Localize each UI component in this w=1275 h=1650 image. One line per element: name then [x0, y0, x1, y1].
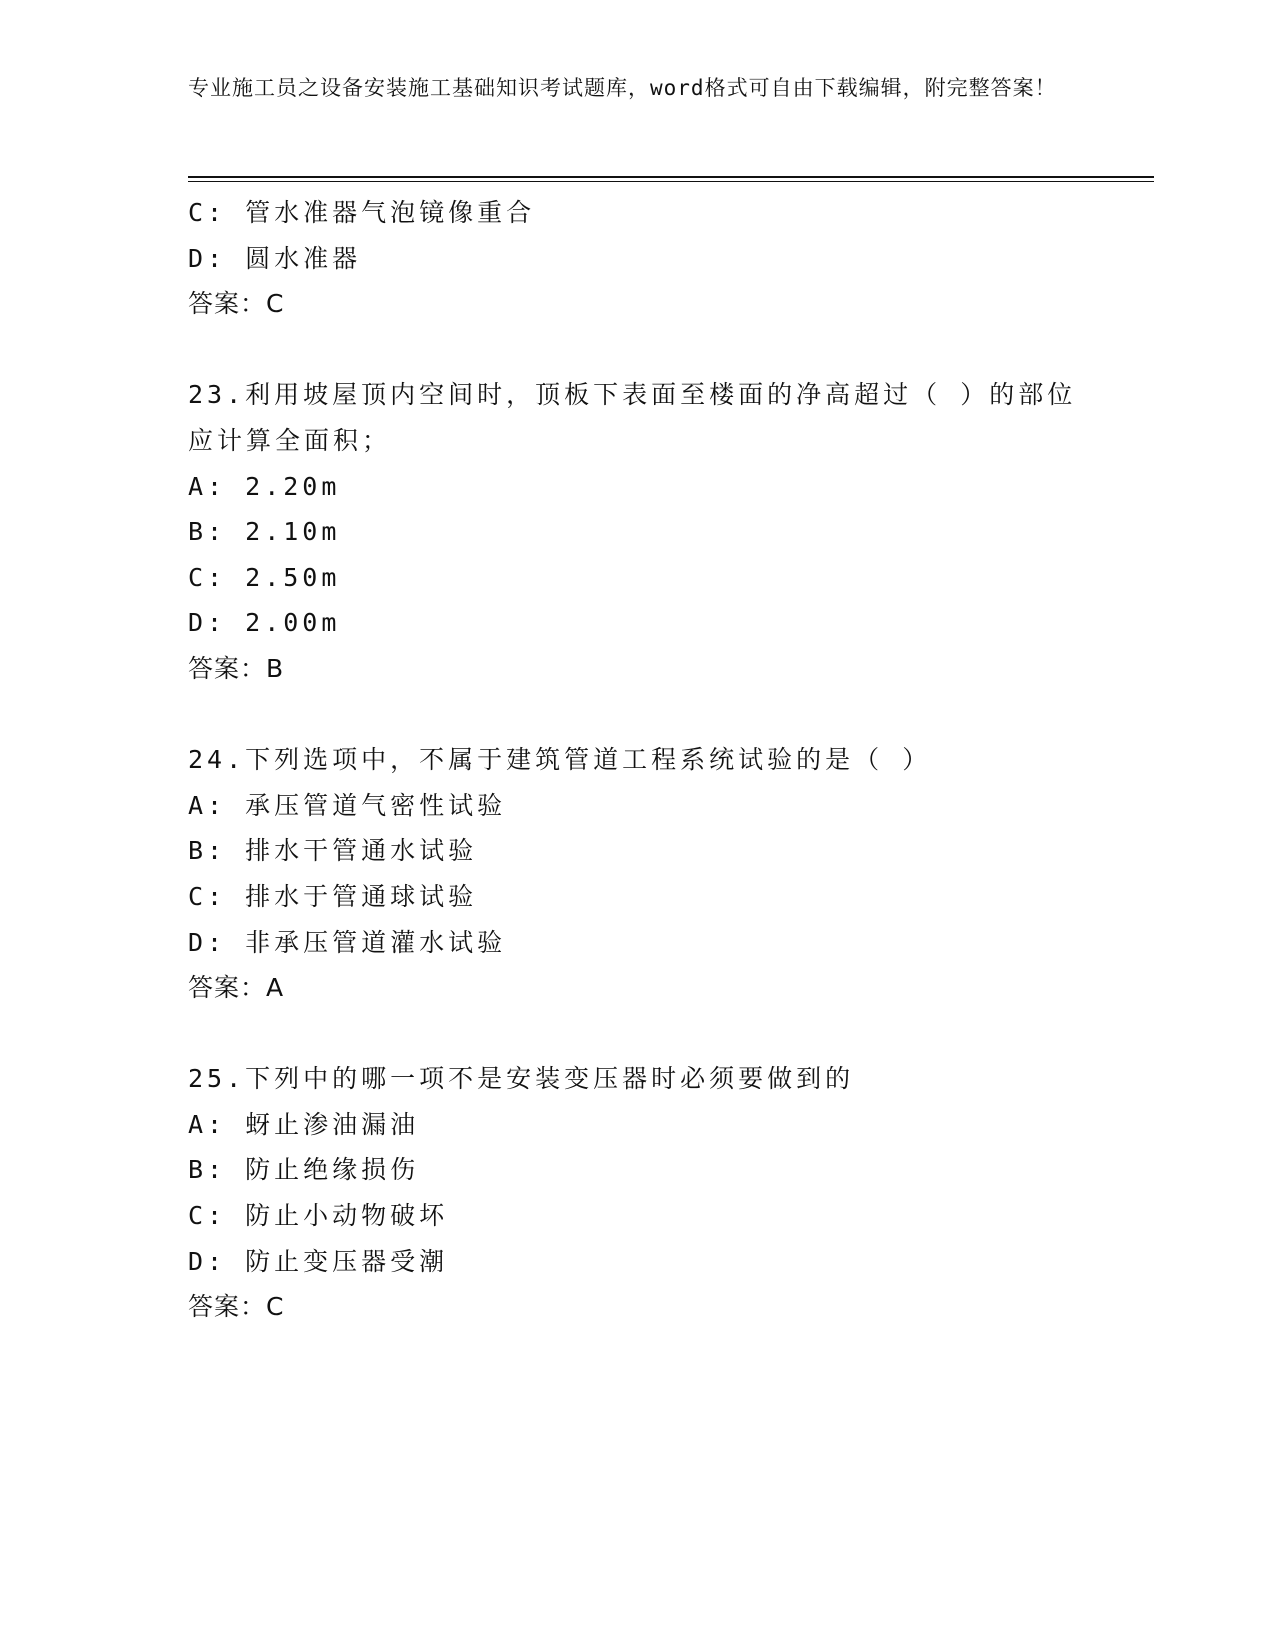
option-d: D: 非承压管道灌水试验: [188, 927, 507, 957]
question-25: [188, 1056, 1088, 1330]
question-stem: 25.下列中的哪一项不是安装变压器时必须要做到的: [188, 1064, 855, 1094]
spacer: [188, 1011, 1088, 1057]
option-a: A: 2.20m: [188, 471, 341, 501]
option-a: A: 承压管道气密性试验: [188, 790, 507, 820]
header-rule-thin: [188, 181, 1154, 182]
question-stem: 23.利用坡屋顶内空间时，顶板下表面至楼面的净高超过（ ）的部位: [188, 380, 1077, 410]
question-24: [188, 737, 1088, 1011]
document-header: 专业施工员之设备安装施工基础知识考试题库，word格式可自由下载编辑，附完整答案！: [188, 76, 1057, 100]
question-23: [188, 372, 1088, 691]
answer-line: 答案：B: [188, 653, 285, 683]
answer-line: 答案：A: [188, 973, 285, 1003]
question-stem: 24.下列选项中，不属于建筑管道工程系统试验的是（ ）: [188, 745, 932, 775]
question-list: [188, 190, 1088, 1330]
question-stem-continued: 应计算全面积；: [188, 425, 392, 455]
option-d: D: 2.00m: [188, 608, 341, 638]
option-c: C: 2.50m: [188, 562, 341, 592]
option-d: D: 防止变压器受潮: [188, 1246, 449, 1276]
header-rule-thick: [188, 176, 1154, 178]
option-c: C: 排水于管通球试验: [188, 881, 478, 911]
answer-line: 答案：C: [188, 1292, 285, 1322]
option-b: B: 排水干管通水试验: [188, 836, 478, 866]
option-c: C: 防止小动物破坏: [188, 1201, 449, 1231]
option-b: B: 2.10m: [188, 517, 341, 547]
option-a: A: 蚜止渗油漏油: [188, 1109, 420, 1139]
answer-line: 答案：C: [188, 289, 285, 319]
spacer: [188, 327, 1088, 373]
option-b: B: 防止绝缘损伤: [188, 1155, 420, 1185]
spacer: [188, 692, 1088, 738]
question-fragment: [188, 190, 1088, 327]
option-d: D: 圆水准器: [188, 243, 362, 273]
option-c: C: 管水准器气泡镜像重合: [188, 198, 536, 227]
